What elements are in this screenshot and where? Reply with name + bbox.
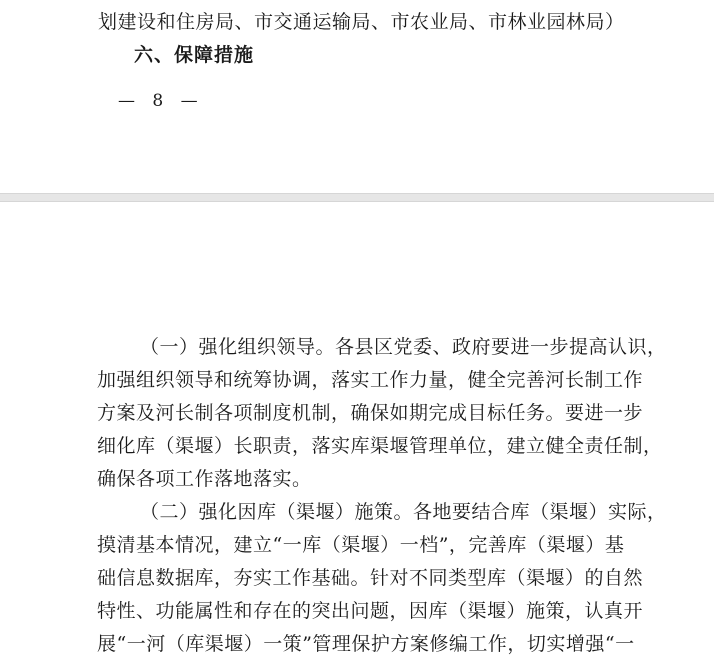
page-8 — [0, 0, 714, 193]
continuation-line: 划建设和住房局、市交通运输局、市农业局、市林业园林局） — [98, 11, 625, 33]
paragraph-line: （一）强化组织领导。各县区党委、政府要进一步提高认识， — [140, 336, 667, 358]
section-heading: 六、保障措施 — [134, 44, 255, 66]
page-separator — [0, 193, 714, 202]
page-number: — 8 — — [118, 91, 204, 111]
paragraph-line: 摸清基本情况，建立“一库（渠堰）一档”，完善库（渠堰）基 — [97, 534, 625, 556]
paragraph-line: （二）强化因库（渠堰）施策。各地要结合库（渠堰）实际， — [140, 501, 667, 523]
paragraph-line: 特性、功能属性和存在的突出问题，因库（渠堰）施策，认真开 — [97, 600, 644, 622]
paragraph-line: 方案及河长制各项制度机制，确保如期完成目标任务。要进一步 — [97, 402, 644, 424]
paragraph-line: 加强组织领导和统筹协调，落实工作力量，健全完善河长制工作 — [97, 369, 644, 391]
paragraph-line: 细化库（渠堰）长职责，落实库渠堰管理单位，建立健全责任制， — [97, 435, 663, 457]
paragraph-line: 确保各项工作落地落实。 — [97, 468, 312, 490]
page-9 — [0, 202, 714, 663]
paragraph-line: 展“一河（库渠堰）一策”管理保护方案修编工作，切实增强“一 — [97, 633, 635, 655]
paragraph-line: 础信息数据库，夯实工作基础。针对不同类型库（渠堰）的自然 — [97, 567, 644, 589]
